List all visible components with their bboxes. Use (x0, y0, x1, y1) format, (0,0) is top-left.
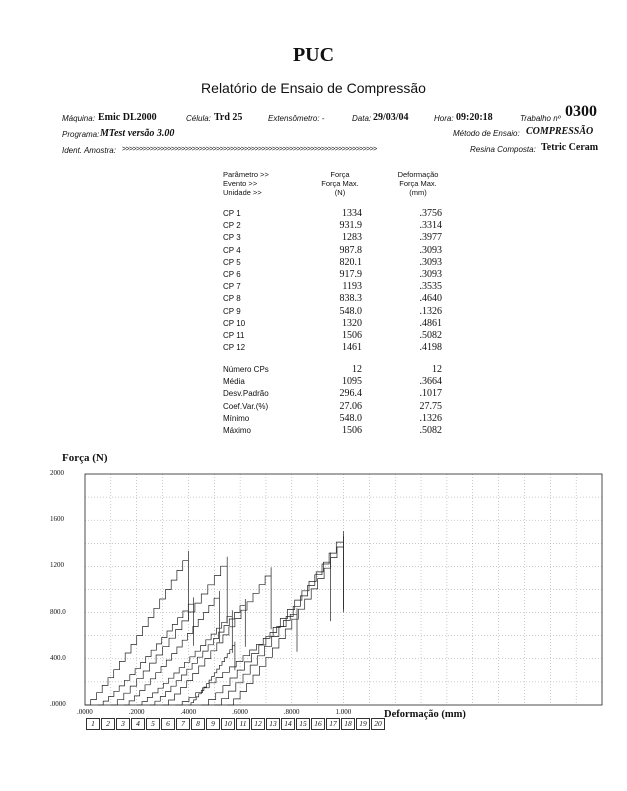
legend-box-3: 3 (116, 718, 130, 730)
series-line-cp-11 (214, 531, 343, 705)
series-line-cp-5 (137, 610, 233, 705)
y-tick-label: 2000 (50, 469, 64, 477)
data-label: Data: (352, 114, 372, 123)
cp-row-forca: 820.1 (339, 256, 362, 268)
series-line-cp-2 (98, 597, 194, 705)
col1-head-2: (N) (334, 188, 346, 197)
series-line-cp-3 (111, 557, 227, 705)
celula-value: Trd 25 (214, 112, 243, 123)
chart-y-title: Força (N) (62, 452, 108, 464)
series-line-cp-7 (163, 567, 272, 705)
cp-row-forca: 1461 (342, 342, 362, 354)
trabalho-label: Trabalho nº (520, 114, 561, 123)
col2-head-2: (mm) (409, 188, 427, 197)
stat-row-deformacao: .3664 (419, 376, 442, 388)
cp-row-forca: 931.9 (339, 220, 362, 232)
stat-row-forca: 1506 (342, 425, 362, 436)
cp-row-deformacao: .4861 (419, 317, 442, 329)
x-tick-label: .0000 (77, 708, 93, 716)
metodo-label: Método de Ensaio: (453, 129, 520, 138)
stat-row-label: Máximo (223, 426, 252, 435)
cp-row-forca: 1506 (342, 330, 362, 341)
legend-box-16: 16 (311, 718, 325, 730)
trabalho-value: 0300 (565, 103, 597, 120)
cp-row-deformacao: .4198 (419, 342, 442, 354)
cp-row-forca: 987.8 (339, 244, 362, 256)
legend-box-18: 18 (341, 718, 355, 730)
resina-value: Tetric Ceram (541, 142, 599, 153)
col2-head-1: Força Max. (399, 179, 437, 188)
cp-row-deformacao: .3314 (419, 220, 442, 232)
head-label-unidade: Unidade >> (223, 188, 262, 197)
stat-row-label: Coef.Var.(%) (223, 401, 269, 411)
data-value: 29/03/04 (373, 112, 409, 123)
specimen-legend (86, 718, 386, 730)
x-tick-label: .6000 (232, 708, 248, 716)
stat-row-forca: 27.06 (339, 400, 362, 412)
legend-box-11: 11 (236, 718, 250, 730)
series-line-cp-1 (85, 551, 188, 705)
stat-row-forca: 296.4 (339, 388, 362, 400)
legend-box-10: 10 (221, 718, 235, 730)
y-tick-label: 1200 (50, 561, 64, 570)
cp-row-label: CP 11 (223, 331, 245, 340)
legend-box-20: 20 (371, 718, 385, 730)
resina-label: Resina Composta: (470, 145, 536, 154)
cp-row-deformacao: .3756 (419, 208, 442, 219)
col1-head-1: Força Max. (321, 179, 359, 188)
legend-box-13: 13 (266, 718, 280, 730)
y-tick-label: 400.0 (50, 653, 66, 662)
cp-row-label: CP 2 (223, 221, 241, 231)
legend-box-1: 1 (86, 718, 100, 730)
x-tick-label: .2000 (128, 708, 145, 716)
chart-x-title: Deformação (mm) (384, 709, 466, 720)
col2-head-0: Deformação (397, 170, 439, 179)
stat-row-label: Média (223, 377, 245, 387)
extensometro-label: Extensômetro: - (268, 114, 325, 123)
stat-row-forca: 1095 (342, 376, 362, 388)
cp-row-label: CP 10 (223, 318, 246, 328)
legend-box-8: 8 (191, 718, 205, 730)
legend-box-19: 19 (356, 718, 370, 730)
stat-row-forca: 548.0 (339, 412, 362, 424)
cp-row-label: CP 6 (223, 270, 241, 279)
stat-row-label: Número CPs (223, 365, 269, 374)
ident-value: >>>>>>>>>>>>>>>>>>>>>>>>>>>>>>>>>>>>>>>>>>>>>>>>>>>>>>>>>>>>>>>>>>>>>>>>> (122, 146, 377, 153)
hora-value: 09:20:18 (456, 112, 493, 123)
cp-row-deformacao: .3977 (419, 232, 442, 244)
stat-row-deformacao: .1326 (419, 412, 442, 424)
x-tick-label: .4000 (180, 708, 197, 716)
cp-row-label: CP 9 (223, 306, 241, 316)
cp-row-label: CP 8 (223, 294, 241, 304)
cp-row-label: CP 3 (223, 233, 241, 243)
series-line-cp-8 (176, 608, 298, 705)
legend-box-7: 7 (176, 718, 190, 730)
cp-row-forca: 838.3 (339, 293, 362, 305)
legend-box-2: 2 (101, 718, 115, 730)
y-tick-label: 1600 (50, 515, 64, 524)
stat-row-deformacao: .5082 (419, 425, 442, 436)
cp-row-label: CP 1 (223, 209, 241, 218)
legend-box-4: 4 (131, 718, 145, 730)
programa-value: MTest versão 3.00 (100, 128, 175, 139)
cp-row-deformacao: .4640 (419, 293, 442, 305)
cp-row-forca: 1320 (342, 317, 362, 329)
cp-row-forca: 1193 (342, 281, 362, 293)
x-tick-label: .8000 (283, 708, 300, 716)
maquina-label: Máquina: (62, 114, 95, 123)
cp-row-deformacao: .3535 (419, 281, 442, 293)
legend-box-9: 9 (206, 718, 220, 730)
table-head-forca (315, 170, 365, 197)
cp-row-label: CP 5 (223, 257, 241, 267)
report-title: Relatório de Ensaio de Compressão (201, 80, 426, 96)
stat-row-deformacao: 12 (432, 364, 442, 375)
plot-frame (85, 474, 602, 705)
cp-row-forca: 548.0 (339, 305, 362, 317)
ident-label: Ident. Amostra: (62, 146, 116, 155)
head-label-parametro: Parâmetro >> (223, 170, 269, 179)
x-tick-label: 1.000 (335, 708, 352, 716)
cp-row-deformacao: .5082 (419, 330, 442, 341)
series-line-cp-4 (124, 591, 220, 705)
cp-row-deformacao: .3093 (419, 256, 442, 268)
cp-row-deformacao: .3093 (419, 269, 442, 280)
cp-row-label: CP 12 (223, 343, 246, 353)
stat-row-label: Mínimo (223, 413, 250, 423)
metodo-value: COMPRESSÃO (526, 126, 594, 137)
maquina-value: Emic DL2000 (98, 112, 157, 123)
legend-box-5: 5 (146, 718, 160, 730)
legend-box-14: 14 (281, 718, 295, 730)
y-tick-label: 800.0 (50, 607, 66, 616)
series-line-cp-9 (188, 642, 235, 705)
legend-box-6: 6 (161, 718, 175, 730)
cp-row-deformacao: .1326 (419, 305, 442, 317)
hora-label: Hora: (434, 114, 454, 123)
stat-row-forca: 12 (352, 364, 362, 375)
legend-box-17: 17 (326, 718, 340, 730)
cp-row-forca: 1283 (342, 232, 362, 244)
table-head-deformacao (393, 170, 443, 197)
series-line-cp-10 (201, 553, 330, 706)
stat-row-deformacao: .1017 (419, 388, 442, 400)
stat-row-deformacao: 27.75 (419, 400, 442, 412)
cp-row-label: CP 7 (223, 282, 241, 292)
celula-label: Célula: (186, 114, 211, 123)
table-head-labels (223, 170, 303, 197)
head-label-evento: Evento >> (223, 179, 258, 188)
report-org-title: PUC (292, 44, 335, 66)
col1-head-0: Força (330, 170, 350, 179)
legend-box-15: 15 (296, 718, 310, 730)
programa-label: Programa: (62, 130, 100, 139)
cp-row-deformacao: .3093 (419, 244, 442, 256)
series-line-cp-6 (150, 599, 246, 705)
cp-row-forca: 1334 (342, 208, 362, 219)
y-tick-label: .0000 (50, 700, 66, 708)
cp-row-label: CP 4 (223, 245, 241, 255)
cp-row-forca: 917.9 (339, 269, 362, 280)
stat-row-label: Desv.Padrão (223, 389, 269, 399)
legend-box-12: 12 (251, 718, 265, 730)
series-line-cp-12 (227, 536, 343, 705)
